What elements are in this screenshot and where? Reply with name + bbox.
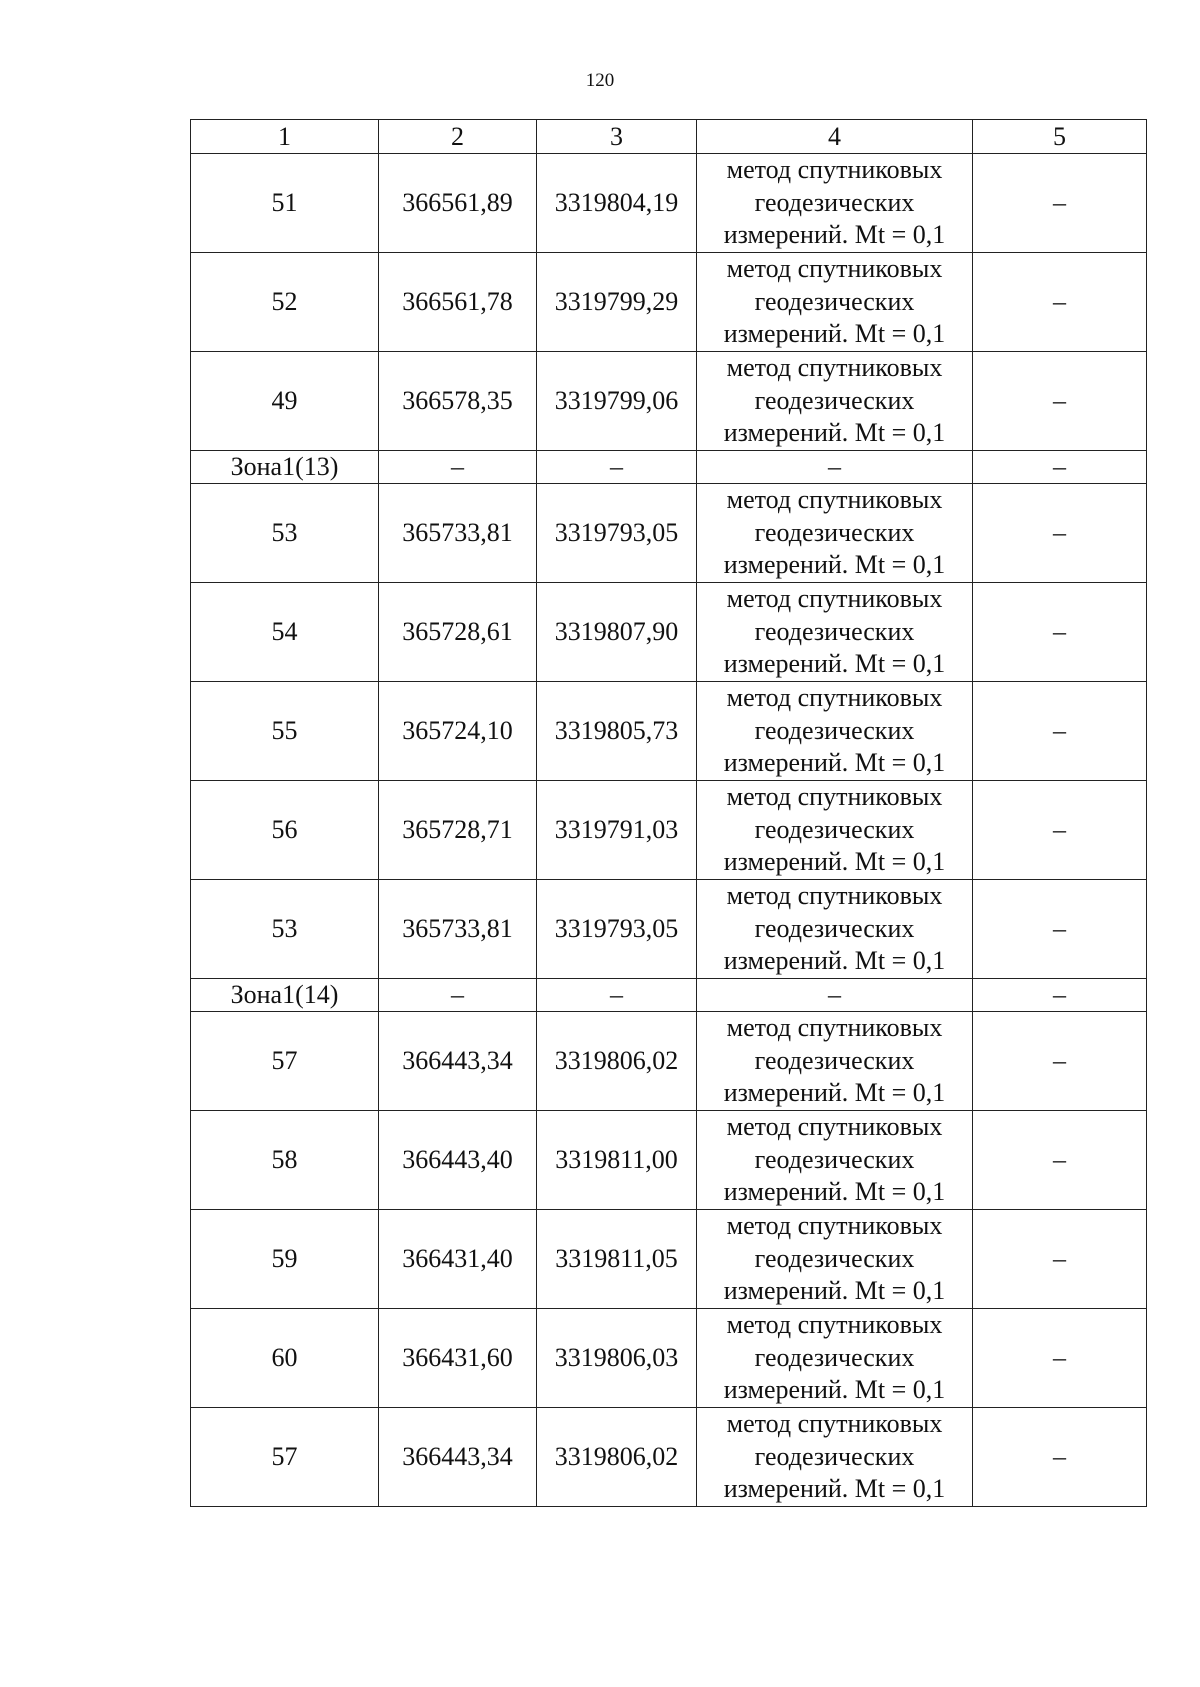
method-line: измерений. Mt = 0,1 [723,319,946,349]
method-line: метод спутниковых [726,353,943,383]
point-number: 55 [191,682,379,781]
zone-dash-cell: – [537,979,697,1012]
point-description: – [973,154,1147,253]
coordinate-x: 365728,61 [379,583,537,682]
coordinate-y: 3319793,05 [537,880,697,979]
method-line: метод спутниковых [726,683,943,713]
method-line: геодезических [754,385,915,415]
point-number: 54 [191,583,379,682]
coordinate-y: 3319793,05 [537,484,697,583]
method-description [697,781,973,880]
coordinate-x: 365733,81 [379,880,537,979]
method-line: геодезических [754,814,915,844]
method-line: измерений. Mt = 0,1 [723,1375,946,1405]
point-description: – [973,1210,1147,1309]
table-row [191,154,1147,253]
table-row [191,1111,1147,1210]
method-line: измерений. Mt = 0,1 [723,748,946,778]
zone-dash-cell: – [379,979,537,1012]
point-number: 57 [191,1012,379,1111]
zone-dash-cell: – [697,979,973,1012]
method-line: геодезических [754,517,915,547]
point-number: 58 [191,1111,379,1210]
method-description [697,1210,973,1309]
zone-dash-cell: – [537,451,697,484]
page-number: 120 [585,70,615,91]
point-description: – [973,352,1147,451]
table-row [191,1408,1147,1507]
coordinate-y: 3319805,73 [537,682,697,781]
method-description [697,484,973,583]
coordinate-y: 3319807,90 [537,583,697,682]
column-header: 1 [191,120,379,154]
table-row [191,1012,1147,1111]
coordinate-y: 3319799,29 [537,253,697,352]
method-description [697,583,973,682]
method-line: измерений. Mt = 0,1 [723,1177,946,1207]
method-line: измерений. Mt = 0,1 [723,418,946,448]
method-line: геодезических [754,1342,915,1372]
point-description: – [973,682,1147,781]
coordinate-x: 366431,60 [379,1309,537,1408]
coordinate-x: 366578,35 [379,352,537,451]
coordinate-y: 3319806,02 [537,1012,697,1111]
method-description [697,880,973,979]
method-line: метод спутниковых [726,1112,943,1142]
zone-row [191,979,1147,1012]
coordinate-y: 3319811,05 [537,1210,697,1309]
zone-dash-cell: – [697,451,973,484]
method-line: измерений. Mt = 0,1 [723,1078,946,1108]
coordinate-x: 366443,34 [379,1012,537,1111]
coordinate-y: 3319804,19 [537,154,697,253]
method-line: измерений. Mt = 0,1 [723,220,946,250]
point-description: – [973,253,1147,352]
method-line: метод спутниковых [726,1211,943,1241]
zone-label: Зона1(14) [191,979,379,1012]
method-line: геодезических [754,1045,915,1075]
table-row [191,880,1147,979]
method-line: измерений. Mt = 0,1 [723,946,946,976]
method-line: геодезических [754,616,915,646]
method-description [697,253,973,352]
point-description: – [973,1012,1147,1111]
method-description [697,682,973,781]
point-number: 53 [191,484,379,583]
method-line: геодезических [754,1441,915,1471]
method-line: метод спутниковых [726,782,943,812]
method-description [697,1408,973,1507]
column-header: 4 [697,120,973,154]
coordinate-x: 366443,40 [379,1111,537,1210]
coordinate-x: 365728,71 [379,781,537,880]
method-line: геодезических [754,1144,915,1174]
method-line: геодезических [754,1243,915,1273]
table-row [191,484,1147,583]
method-line: измерений. Mt = 0,1 [723,847,946,877]
zone-row [191,451,1147,484]
coordinate-x: 365733,81 [379,484,537,583]
column-header: 3 [537,120,697,154]
method-description [697,1309,973,1408]
point-number: 51 [191,154,379,253]
method-line: метод спутниковых [726,1310,943,1340]
column-header: 2 [379,120,537,154]
table-row [191,352,1147,451]
table-row [191,1210,1147,1309]
coordinate-x: 366561,89 [379,154,537,253]
method-line: измерений. Mt = 0,1 [723,1474,946,1504]
table-row [191,682,1147,781]
method-line: геодезических [754,913,915,943]
method-line: геодезических [754,715,915,745]
table-row [191,781,1147,880]
coordinate-y: 3319806,02 [537,1408,697,1507]
point-description: – [973,1408,1147,1507]
point-number: 52 [191,253,379,352]
point-description: – [973,583,1147,682]
method-line: метод спутниковых [726,1013,943,1043]
point-number: 57 [191,1408,379,1507]
method-line: метод спутниковых [726,254,943,284]
method-description [697,154,973,253]
method-line: измерений. Mt = 0,1 [723,550,946,580]
method-line: геодезических [754,187,915,217]
point-number: 59 [191,1210,379,1309]
point-description: – [973,484,1147,583]
point-number: 53 [191,880,379,979]
table-row [191,583,1147,682]
point-description: – [973,880,1147,979]
point-description: – [973,781,1147,880]
method-description [697,1111,973,1210]
method-description [697,352,973,451]
method-line: метод спутниковых [726,1409,943,1439]
table-row [191,1309,1147,1408]
coordinate-x: 366431,40 [379,1210,537,1309]
method-line: метод спутниковых [726,485,943,515]
method-line: метод спутниковых [726,881,943,911]
point-number: 56 [191,781,379,880]
table-body [191,120,1147,1507]
point-number: 49 [191,352,379,451]
zone-dash-cell: – [973,451,1147,484]
point-description: – [973,1309,1147,1408]
zone-label: Зона1(13) [191,451,379,484]
coordinate-y: 3319806,03 [537,1309,697,1408]
coordinate-x: 366443,34 [379,1408,537,1507]
method-line: измерений. Mt = 0,1 [723,1276,946,1306]
method-line: геодезических [754,286,915,316]
method-line: метод спутниковых [726,584,943,614]
point-description: – [973,1111,1147,1210]
coordinate-x: 365724,10 [379,682,537,781]
coordinate-y: 3319791,03 [537,781,697,880]
zone-dash-cell: – [379,451,537,484]
zone-dash-cell: – [973,979,1147,1012]
coordinate-x: 366561,78 [379,253,537,352]
table-row [191,253,1147,352]
method-line: метод спутниковых [726,155,943,185]
coordinate-y: 3319811,00 [537,1111,697,1210]
method-line: измерений. Mt = 0,1 [723,649,946,679]
column-header: 5 [973,120,1147,154]
column-number-row [191,120,1147,154]
method-description [697,1012,973,1111]
coordinates-table [190,119,1147,1507]
point-number: 60 [191,1309,379,1408]
coordinate-y: 3319799,06 [537,352,697,451]
